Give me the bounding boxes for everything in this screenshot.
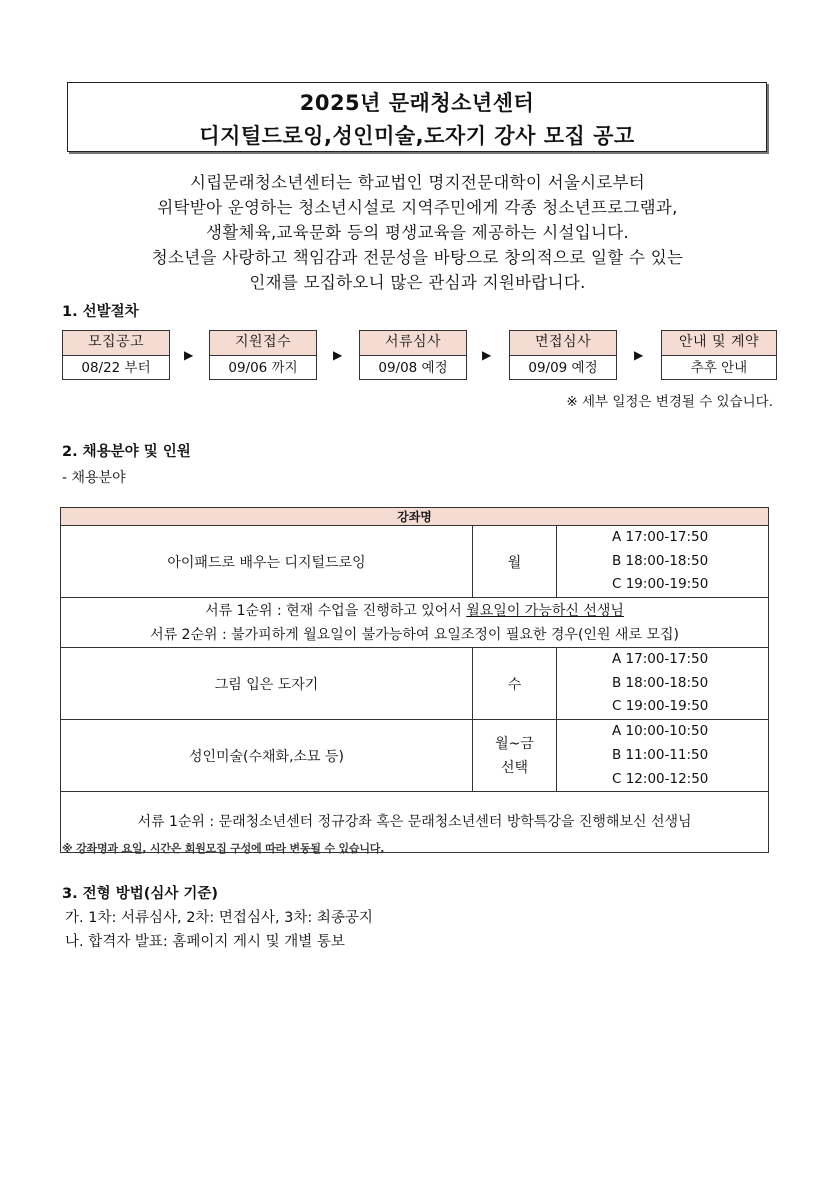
step-label: 면접심사	[510, 331, 616, 356]
step-date: 09/08 예정	[378, 360, 448, 376]
priority-row	[61, 598, 769, 648]
intro-line: 시립문래청소년센터는 학교법인 명지전문대학이 서울시로부터	[189, 173, 646, 192]
priority-1-prefix: 서류 1순위 : 현재 수업을 진행하고 있어서	[205, 602, 467, 619]
priority-3: 서류 1순위 : 문래청소년센터 정규강좌 혹은 문래청소년센터 방학특강을 진행해보신 선생님	[61, 792, 769, 853]
section-3-heading: 3. 전형 방법(심사 기준)	[62, 886, 219, 902]
step-label: 지원접수	[210, 331, 316, 356]
time-slot: B 18:00-18:50	[612, 552, 709, 569]
section-2-heading: 2. 채용분야 및 인원	[62, 444, 191, 460]
step-date: 09/09 예정	[528, 360, 598, 376]
title-line-1: 2025년 문래청소년센터	[299, 91, 535, 115]
course-name: 성인미술(수채화,소묘 등)	[61, 720, 473, 792]
table-row	[61, 526, 769, 598]
table-footnote: ※ 강좌명과 요일, 시간은 회원모집 구성에 따라 변동될 수 있습니다.	[62, 842, 385, 855]
course-name: 아이패드로 배우는 디지털드로잉	[61, 526, 473, 598]
intro-line: 인재를 모집하오니 많은 관심과 지원바랍니다.	[249, 273, 586, 292]
course-name: 그림 입은 도자기	[61, 648, 473, 720]
priority-1	[61, 599, 768, 623]
schedule-note: ※ 세부 일정은 변경될 수 있습니다.	[566, 394, 773, 410]
priority-2: 서류 2순위 : 불가피하게 월요일이 불가능하여 요일조정이 필요한 경우(인원 새로 모집)	[150, 626, 679, 643]
step-interview	[509, 330, 617, 380]
priority-1-underlined: 월요일이 가능하신 선생님	[466, 602, 624, 619]
intro-line: 위탁받아 운영하는 청소년시설로 지역주민에게 각종 청소년프로그램과,	[157, 198, 678, 217]
step-label: 서류심사	[360, 331, 466, 356]
intro-paragraph	[60, 170, 775, 295]
course-day: 수	[473, 648, 557, 720]
time-slot: A 17:00-17:50	[612, 529, 709, 545]
time-slot: A 10:00-10:50	[612, 723, 709, 740]
step-date: 08/22 부터	[81, 360, 151, 376]
step-application	[209, 330, 317, 380]
section-2-subheading: - 채용분야	[62, 470, 126, 486]
course-times	[557, 526, 769, 598]
time-slot: C 19:00-19:50	[612, 576, 709, 593]
course-times	[557, 720, 769, 792]
courses-table	[60, 507, 769, 853]
title-box	[67, 82, 767, 152]
arrow-right-icon: ▶	[634, 348, 644, 362]
intro-line: 생활체육,교육문화 등의 평생교육을 제공하는 시설입니다.	[205, 223, 629, 242]
table-row	[61, 648, 769, 720]
course-day-line: 월~금	[495, 735, 534, 752]
section-3-item: 가. 1차: 서류심사, 2차: 면접심사, 3차: 최종공지	[65, 910, 373, 926]
table-header-course-name: 강좌명	[61, 508, 769, 526]
table-header-row	[61, 508, 769, 526]
time-slot: B 18:00-18:50	[612, 674, 709, 691]
step-date: 추후 안내	[690, 360, 748, 376]
intro-line: 청소년을 사랑하고 책임감과 전문성을 바탕으로 창의적으로 일할 수 있는	[151, 248, 684, 267]
step-date: 09/06 까지	[228, 360, 298, 376]
course-times	[557, 648, 769, 720]
step-recruit-notice	[62, 330, 170, 380]
time-slot: B 11:00-11:50	[612, 746, 709, 763]
table-row	[61, 720, 769, 792]
time-slot: C 19:00-19:50	[612, 698, 709, 715]
step-document-review	[359, 330, 467, 380]
arrow-right-icon: ▶	[184, 348, 194, 362]
title-line-2: 디지털드로잉,성인미술,도자기 강사 모집 공고	[199, 124, 635, 148]
time-slot: C 12:00-12:50	[612, 770, 709, 787]
step-guidance-contract	[661, 330, 777, 380]
arrow-right-icon: ▶	[333, 348, 343, 362]
arrow-right-icon: ▶	[482, 348, 492, 362]
section-1-heading: 1. 선발절차	[62, 304, 139, 320]
course-day: 월	[473, 526, 557, 598]
step-label: 모집공고	[63, 331, 169, 356]
time-slot: A 17:00-17:50	[612, 651, 709, 668]
section-3-item: 나. 합격자 발표: 홈페이지 게시 및 개별 통보	[65, 934, 345, 950]
step-label: 안내 및 계약	[662, 331, 776, 356]
course-day	[473, 720, 557, 792]
course-day-line: 선택	[500, 759, 529, 776]
